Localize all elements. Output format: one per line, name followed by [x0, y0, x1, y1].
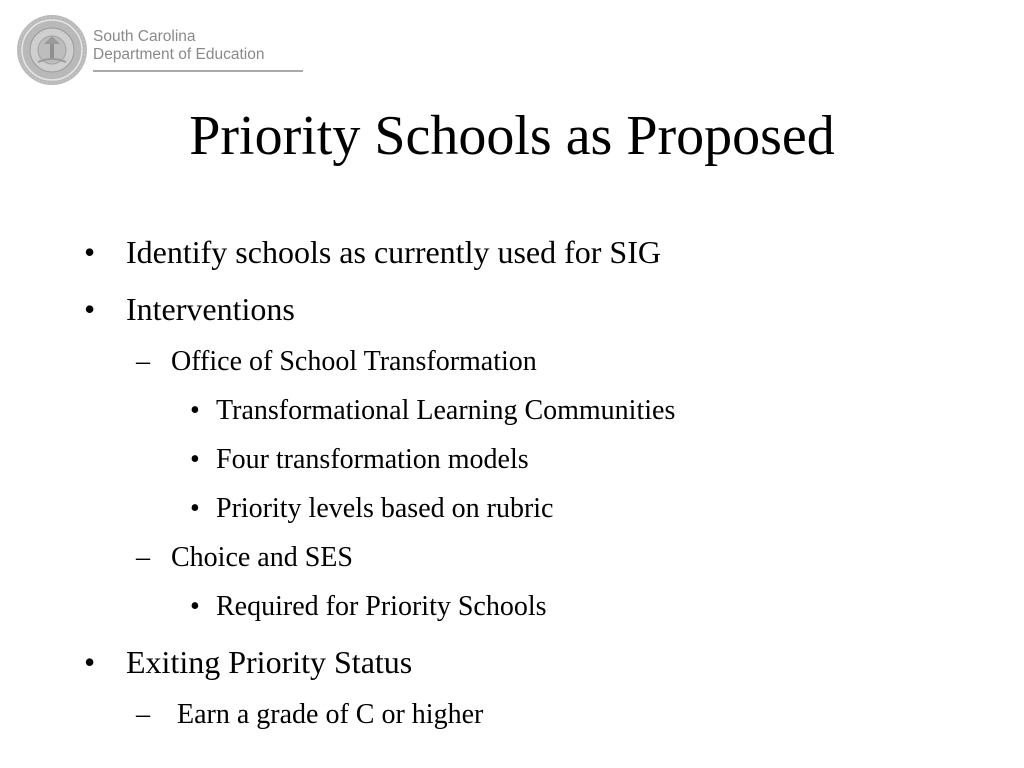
- dash-marker: –: [136, 699, 150, 730]
- bullet-text: Exiting Priority Status: [126, 644, 413, 680]
- sub-sub-bullet-text: Four transformation models: [216, 444, 529, 475]
- bullet-marker: •: [190, 444, 200, 475]
- slide-title: Priority Schools as Proposed: [189, 105, 835, 167]
- bullet-text: Identify schools as currently used for SIG: [126, 234, 661, 270]
- sub-sub-bullet-text: Priority levels based on rubric: [216, 493, 554, 524]
- bullet-marker: •: [84, 291, 96, 327]
- dash-marker: –: [136, 346, 150, 377]
- sub-bullet-text: Choice and SES: [171, 542, 353, 573]
- sub-bullet-text: Office of School Transformation: [171, 346, 537, 377]
- sub-sub-bullet-text: Transformational Learning Communities: [216, 395, 676, 426]
- dash-marker: –: [136, 542, 150, 573]
- organization-name-line-2: Department of Education: [93, 46, 265, 63]
- bullet-marker: •: [84, 234, 96, 270]
- bullet-marker: •: [84, 644, 96, 680]
- bullet-marker: •: [190, 493, 200, 524]
- sub-sub-bullet-text: Required for Priority Schools: [216, 591, 547, 622]
- bullet-marker: •: [190, 591, 200, 622]
- bullet-text: Interventions: [126, 291, 295, 327]
- organization-name-line-1: South Carolina: [93, 28, 196, 45]
- bullet-marker: •: [190, 395, 200, 426]
- sub-bullet-text: Earn a grade of C or higher: [177, 699, 484, 730]
